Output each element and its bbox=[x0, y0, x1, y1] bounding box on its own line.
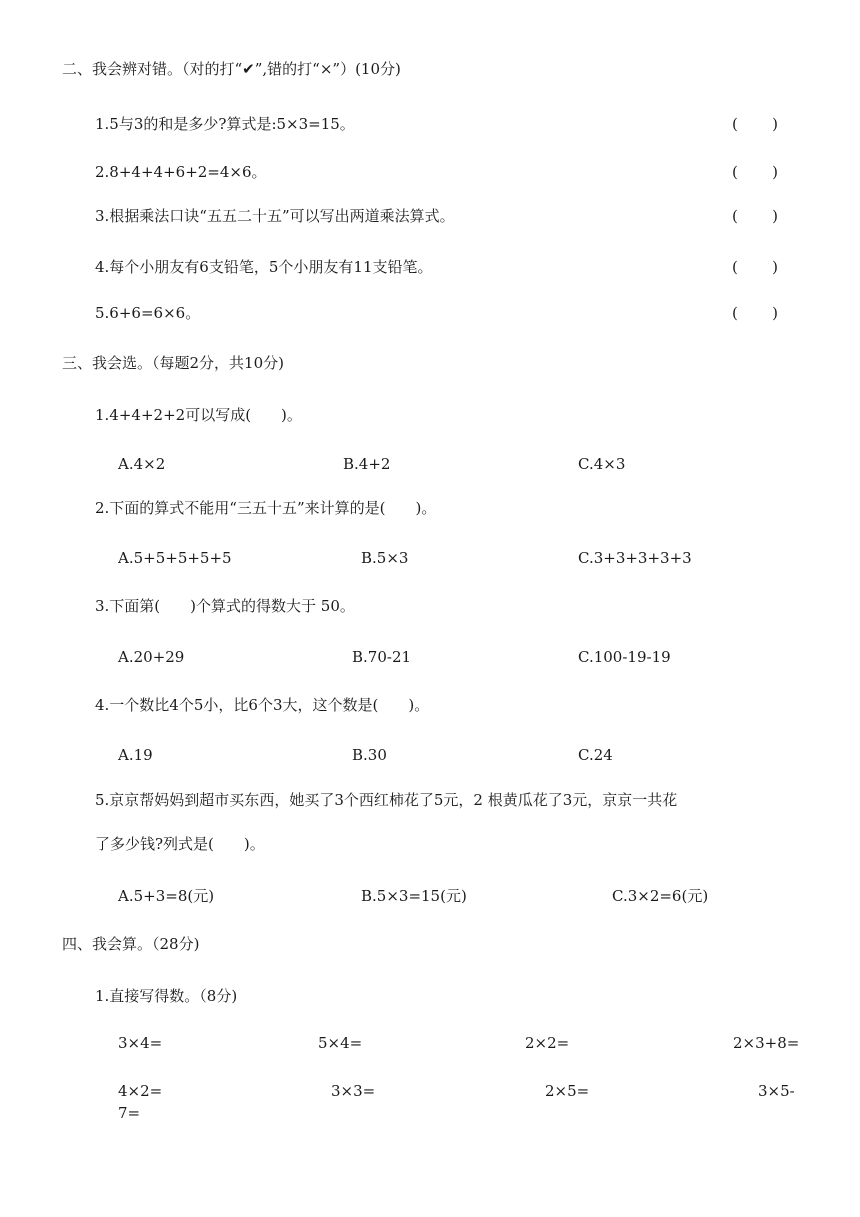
choice-question-5-line2: 了多少钱?列式是( )。 bbox=[95, 835, 265, 853]
choice-question-4: 4.一个数比4个5小，比6个3大，这个数是( )。 bbox=[95, 696, 430, 714]
choice-5-option-c[interactable]: C.3×2=6(元) bbox=[612, 887, 709, 905]
answer-blank-3[interactable]: ( ) bbox=[732, 207, 778, 225]
choice-4-option-c[interactable]: C.24 bbox=[578, 746, 613, 764]
choice-question-1: 1.4+4+2+2可以写成( )。 bbox=[95, 406, 302, 424]
judge-question-1: 1.5与3的和是多少?算式是:5×3=15。 bbox=[95, 115, 355, 133]
calc-item: 3×4= bbox=[118, 1034, 163, 1052]
answer-blank-2[interactable]: ( ) bbox=[732, 163, 778, 181]
calc-item: 2×5= bbox=[545, 1082, 590, 1100]
choice-5-option-a[interactable]: A.5+3=8(元) bbox=[118, 887, 215, 905]
calc-item-wrap: 7= bbox=[118, 1104, 141, 1122]
choice-1-option-c[interactable]: C.4×3 bbox=[578, 455, 626, 473]
choice-3-option-b[interactable]: B.70-21 bbox=[352, 648, 412, 666]
calc-item: 3×5- bbox=[758, 1082, 795, 1100]
calc-item: 2×3+8= bbox=[733, 1034, 800, 1052]
judge-question-4: 4.每个小朋友有6支铅笔，5个小朋友有11支铅笔。 bbox=[95, 258, 433, 276]
judge-question-3: 3.根据乘法口诀“五五二十五”可以写出两道乘法算式。 bbox=[95, 207, 455, 225]
answer-blank-1[interactable]: ( ) bbox=[732, 115, 778, 133]
choice-1-option-a[interactable]: A.4×2 bbox=[118, 455, 166, 473]
judge-question-5: 5.6+6=6×6。 bbox=[95, 304, 201, 322]
judge-question-2: 2.8+4+4+6+2=4×6。 bbox=[95, 163, 267, 181]
choice-5-option-b[interactable]: B.5×3=15(元) bbox=[361, 887, 467, 905]
choice-3-option-c[interactable]: C.100-19-19 bbox=[578, 648, 671, 666]
section-title-judge: 二、我会辨对错。（对的打“✔”,错的打“×”）(10分) bbox=[62, 60, 401, 78]
choice-4-option-b[interactable]: B.30 bbox=[352, 746, 387, 764]
calc-item: 4×2= bbox=[118, 1082, 163, 1100]
choice-3-option-a[interactable]: A.20+29 bbox=[118, 648, 185, 666]
choice-question-3: 3.下面第( )个算式的得数大于 50。 bbox=[95, 597, 355, 615]
calc-item: 5×4= bbox=[318, 1034, 363, 1052]
choice-2-option-b[interactable]: B.5×3 bbox=[361, 549, 409, 567]
calc-item: 3×3= bbox=[331, 1082, 376, 1100]
choice-2-option-a[interactable]: A.5+5+5+5+5 bbox=[118, 549, 232, 567]
choice-1-option-b[interactable]: B.4+2 bbox=[343, 455, 391, 473]
choice-question-2: 2.下面的算式不能用“三五十五”来计算的是( )。 bbox=[95, 499, 437, 517]
sub-title-direct-answers: 1.直接写得数。（8分) bbox=[95, 987, 238, 1005]
section-title-calculate: 四、我会算。（28分) bbox=[62, 935, 200, 953]
section-title-choose: 三、我会选。（每题2分，共10分) bbox=[62, 354, 284, 372]
choice-question-5-line1: 5.京京帮妈妈到超市买东西，她买了3个西红柿花了5元，2 根黄瓜花了3元，京京一共花 bbox=[95, 791, 678, 809]
answer-blank-4[interactable]: ( ) bbox=[732, 258, 778, 276]
choice-2-option-c[interactable]: C.3+3+3+3+3 bbox=[578, 549, 692, 567]
calc-item: 2×2= bbox=[525, 1034, 570, 1052]
choice-4-option-a[interactable]: A.19 bbox=[118, 746, 153, 764]
answer-blank-5[interactable]: ( ) bbox=[732, 304, 778, 322]
